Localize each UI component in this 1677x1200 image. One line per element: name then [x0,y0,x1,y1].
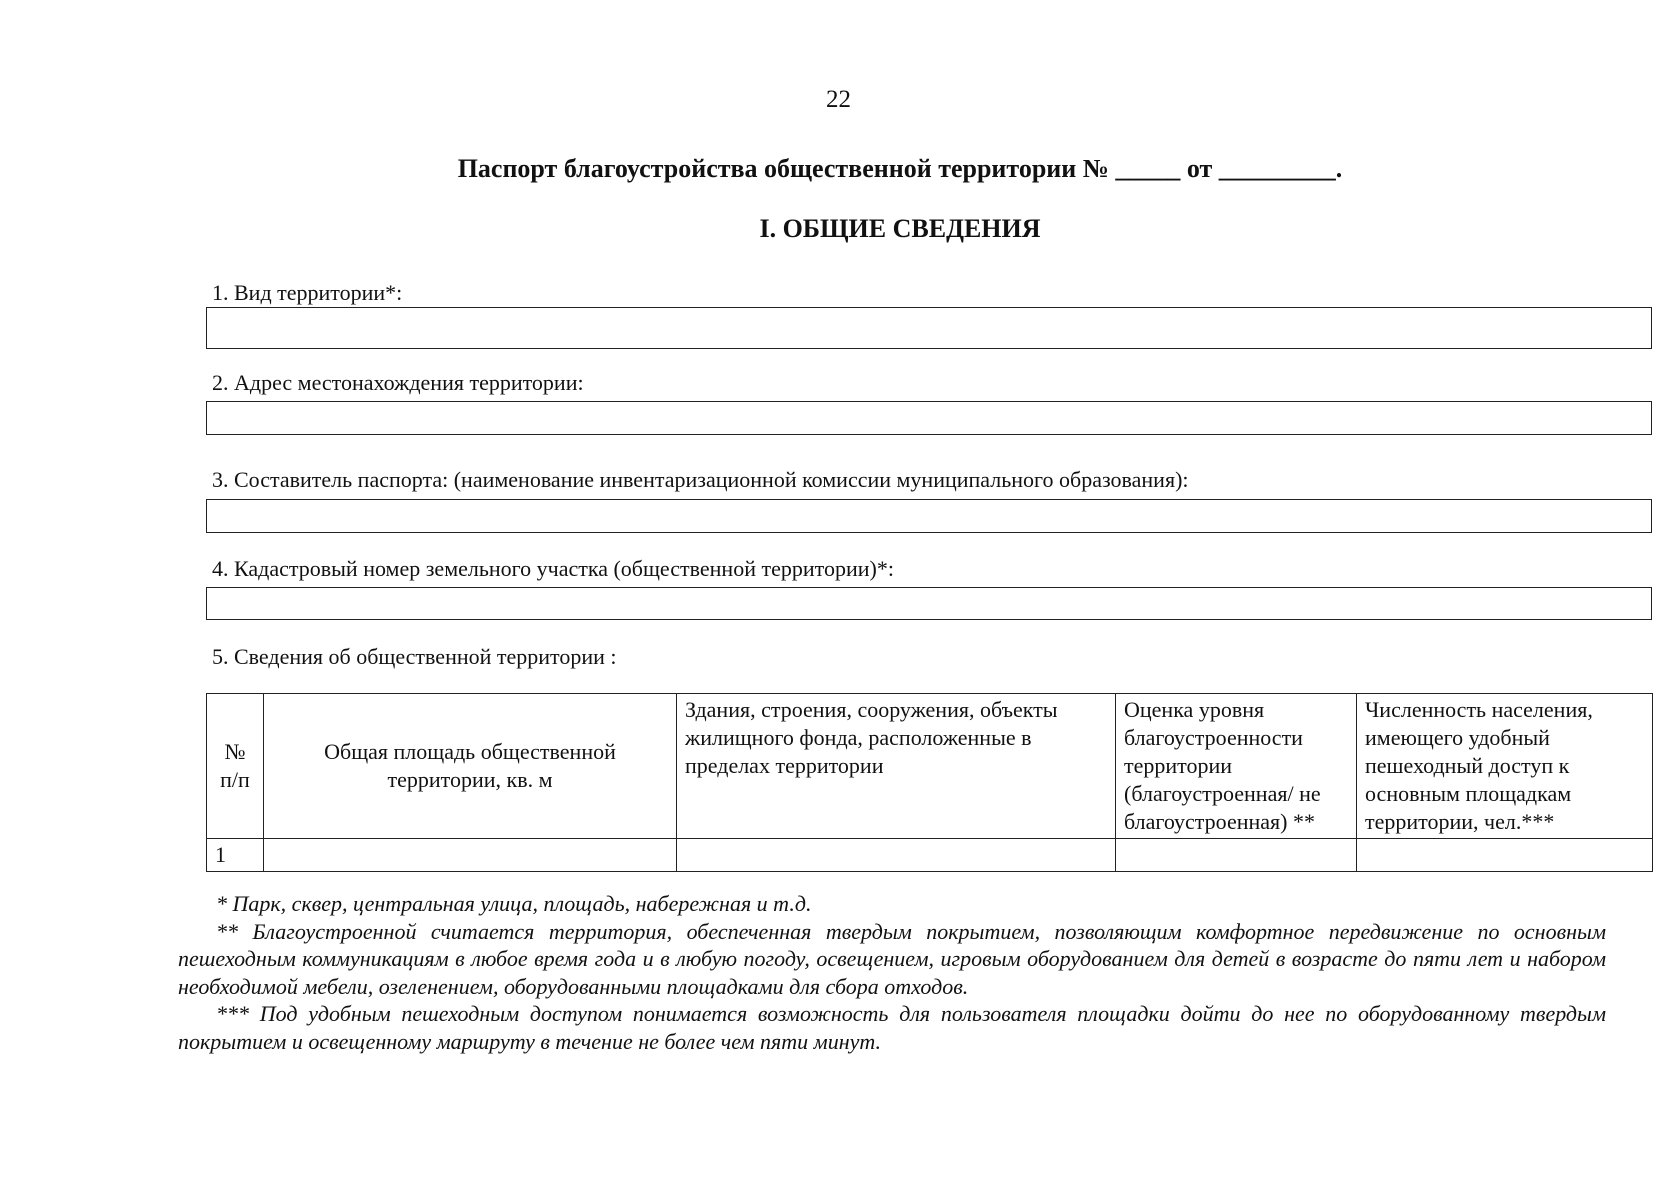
table-cell-area[interactable] [264,839,677,872]
column-header-number: № п/п [207,694,264,839]
footnote-1: * Парк, сквер, центральная улица, площадь, набережная и т.д. [216,891,812,916]
field-label-address: 2. Адрес местонахождения территории: [212,370,584,395]
column-header-area: Общая площадь общественной территории, кв. м [264,694,677,839]
territory-type-field[interactable] [206,307,1652,349]
field-label-compiler: 3. Составитель паспорта: (наименование инвентаризационной комиссии муниципального образования): [212,467,1189,492]
footnote-3: *** Под удобным пешеходным доступом понимается возможность для пользователя площадки дойти до нее по оборудованному твердым покрытием и освещенному маршруту в течение не более чем пяти минут. [178,1001,1606,1054]
cadastral-number-field[interactable] [206,587,1652,620]
territory-info-table [206,693,1653,872]
table-cell-improvement-level[interactable] [1116,839,1357,872]
field-label-cadastral-number: 4. Кадастровый номер земельного участка (общественной территории)*: [212,556,894,581]
column-header-improvement-level: Оценка уровня благоустроенности территории (благоустроенная/ не благоустроенная) ** [1116,694,1357,839]
address-field[interactable] [206,401,1652,435]
table-cell-buildings[interactable] [677,839,1116,872]
table-cell-number: 1 [207,839,264,872]
footnote-2: ** Благоустроенной считается территория, обеспеченная твердым покрытием, позволяющим комфортное передвижение по основным пешеходным коммуникациям в любое время года и в любую погоду, освещением, игровым оборудованием для детей в возрасте до пяти лет и набором необходимой мебели, озеленением, оборудованными площадками для сбора отходов. [178,918,1606,999]
footnotes [178,890,1606,1055]
table-header-row [207,694,1653,839]
column-header-buildings: Здания, строения, сооружения, объекты жилищного фонда, расположенные в пределах территории [677,694,1116,839]
section-title: I. ОБЩИЕ СВЕДЕНИЯ [759,214,1041,243]
field-label-territory-type: 1. Вид территории*: [212,280,403,305]
table-row [207,839,1653,872]
document-title: Паспорт благоустройства общественной территории № _____ от _________. [457,154,1343,183]
column-header-population: Численность населения, имеющего удобный пешеходный доступ к основным площадкам территории, чел.*** [1357,694,1653,839]
table-cell-population[interactable] [1357,839,1653,872]
page-number: 22 [826,86,851,113]
compiler-field[interactable] [206,499,1652,533]
table-label: 5. Сведения об общественной территории : [212,644,617,669]
